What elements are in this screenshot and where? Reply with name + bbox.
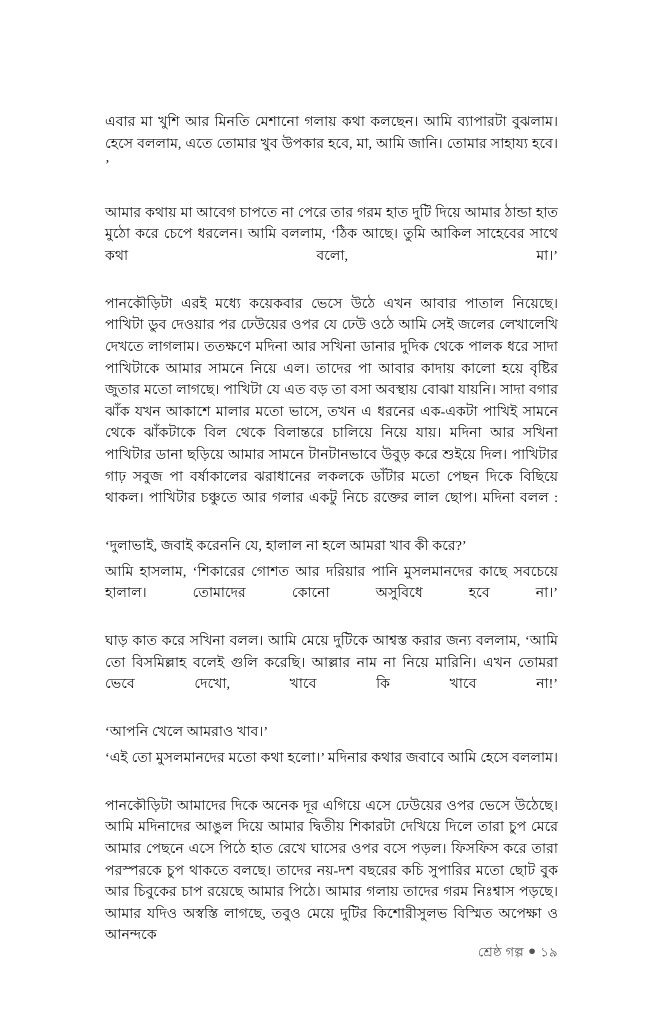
paragraph-dialogue: ‘আপনি খেলে আমরাও খাব।’ <box>105 724 269 741</box>
text-column <box>105 112 558 969</box>
paragraph: পানকৌড়িটা আমাদের দিকে অনেক দূর এগিয়ে এসে ঢেউয়ের ওপর ভেসে উঠেছে। আমি মদিনাদের আঙুল দিয়ে আমার দ্বিতীয় শিকারটা দেখিয়ে দিলে তারা চুপ মেরে আমার পেছনে এসে পিঠে হাত রেখে ঘাসের ওপর বসে পড়ল। ফিসফিস করে তারা পরস্পরকে চুপ থাকতে বলছে। তাদের নয়-দশ বছরের কচি সুপারির মতো ছোট বুক আর চিবুকের চাপ রয়েছে আমার পিঠে। আমার গলায় তাদের গরম নিঃশ্বাস পড়ছে। আমার যদিও অস্বস্তি লাগছে, তবুও মেয়ে দুটির কিশোরীসুলভ বিস্মিত অপেক্ষা ও আনন্দকে <box>105 797 558 944</box>
paragraph: ‘এই তো মুসলমানদের মতো কথা হলো।’ মদিনার কথার জবাবে আমি হেসে বললাম। <box>105 750 558 767</box>
paragraph: পানকৌড়িটা এরই মধ্যে কয়েকবার ভেসে উঠে এখন আবার পাতাল নিয়েছে। পাখিটা ডুব দেওয়ার পর ঢেউয়ের ওপর যে ঢেউ ওঠে আমি সেই জলের লেখালেখি দেখতে লাগলাম। ততক্ষণে মদিনা আর সখিনা ডানার দুদিক থেকে পালক ধরে সাদা পাখিটাকে আমার সামনে নিয়ে এল। তাদের পা আবার কাদায় কালো হয়ে বৃষ্টির জুতার মতো লাগছে। পাখিটা যে এত বড় তা বসা অবস্থায় বোঝা যায়নি। সাদা বগার ঝাঁক যখন আকাশে মালার মতো ভাসে, তখন এ ধরনের এক-একটা পাখিই সামনে থেকে ঝাঁকটাকে বিল থেকে বিলান্তরে চালিয়ে নিয়ে যায়। মদিনা আর সখিনা পাখিটার ডানা ছড়িয়ে আমার সামনে টানটানভাবে উবুড় করে শুইয়ে দিল। পাখিটার গাঢ় সবুজ পা বর্ষাকালের ঝরাধানের লকলকে ডাঁটার মতো পেছন দিকে বিছিয়ে থাকল। পাখিটার চঞ্চুতে আর গলার একটু নিচে রক্তের লাল ছোপ। মদিনা বলল : <box>105 295 558 507</box>
paragraph: এবার মা খুশি আর মিনতি মেশানো গলায় কথা কলছেন। আমি ব্যাপারটা বুঝলাম। হেসে বললাম, এতে তোমার খুব উপকার হবে, মা, আমি জানি। তোমার সাহায্য হবে। ’ <box>105 114 558 174</box>
paragraph: ঘাড় কাত করে সখিনা বলল। আমি মেয়ে দুটিকে আশ্বস্ত করার জন্য বললাম, ‘আমি তো বিসমিল্লাহ বলেই গুলি করেছি। আল্লার নাম না নিয়ে মারিনি। এখন তোমরা ভেবে দেখো, খাবে কি খাবে না!’ <box>105 633 558 693</box>
footer-book-title: শ্রেষ্ঠ গল্প <box>477 944 525 960</box>
paragraph: আমার কথায় মা আবেগ চাপতে না পেরে তার গরম হাত দুটি দিয়ে আমার ঠান্ডা হাত মুঠো করে চেপে ধরলেন। আমি বললাম, ‘ঠিক আছে। তুমি আকিল সাহেবের সাথে কথা বলো, মা।’ <box>105 204 558 265</box>
paragraph-dialogue: ‘দুলাভাই, জবাই করেননি যে, হালাল না হলে আমরা খাব কী করে?’ <box>105 537 467 554</box>
footer-separator-icon: ● <box>528 943 537 958</box>
footer-page-number: ১৯ <box>540 944 558 960</box>
paragraph: আমি হাসলাম, ‘শিকারের গোশত আর দরিয়ার পানি মুসলমানদের কাছে সবচেয়ে হালাল। তোমাদের কোনো অসুবিধে হবে না।’ <box>105 563 558 602</box>
page-footer <box>105 942 558 961</box>
